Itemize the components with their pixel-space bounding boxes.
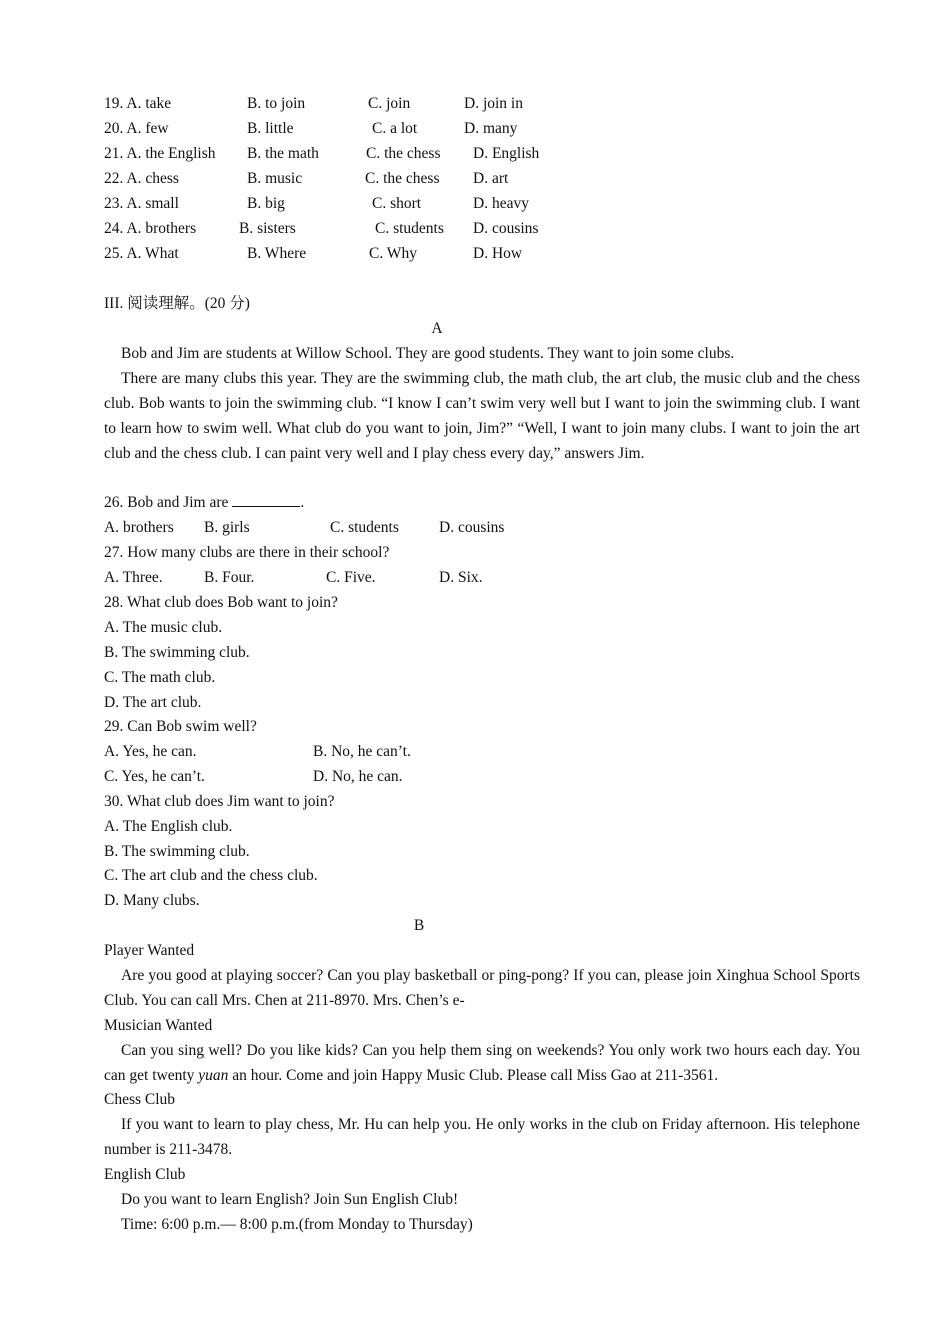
mc-option-a: 24. A. brothers xyxy=(104,220,197,237)
mc-option-a: 22. A. chess xyxy=(104,170,179,187)
mc-option-c: C. the chess xyxy=(365,170,440,187)
option-b: B. The swimming club. xyxy=(104,644,250,661)
option-a: A. Three. xyxy=(104,569,163,586)
mc-row-19 xyxy=(104,91,864,116)
option-b: B. girls xyxy=(204,519,250,536)
passage-a-label: A xyxy=(431,320,443,337)
question-27-options xyxy=(104,565,864,590)
ad-player-text: Are you good at playing soccer? Can you play basketball or ping-pong? If you can, please join Xinghua School Sports Club. You can call Mrs. Chen at 211-8970. Mrs. Chen’s e- xyxy=(104,967,860,1009)
mc-option-b: B. Where xyxy=(247,245,307,262)
mc-option-b: B. music xyxy=(247,170,303,187)
option-b: B. The swimming club. xyxy=(104,843,250,860)
ad-heading-player: Player Wanted xyxy=(104,942,195,959)
mc-option-c: C. short xyxy=(372,195,422,212)
mc-option-a: 23. A. small xyxy=(104,195,179,212)
ad-heading-english: English Club xyxy=(104,1166,186,1183)
mc-row-23 xyxy=(104,191,864,216)
option-c: C. The art club and the chess club. xyxy=(104,867,318,884)
mc-option-c: C. students xyxy=(375,220,444,237)
mc-option-a: 19. A. take xyxy=(104,95,172,112)
question-26-options xyxy=(104,515,864,540)
mc-option-d: D. cousins xyxy=(473,220,539,237)
mc-row-24 xyxy=(104,216,864,241)
passage-a-paragraph-1: Bob and Jim are students at Willow School. They are good students. They want to join some clubs. xyxy=(121,345,735,362)
ad-chess-text: If you want to learn to play chess, Mr. Hu can help you. He only works in the club on Friday afternoon. His telephone number is 211-3478. xyxy=(104,1116,860,1158)
ad-musician-text: Can you sing well? Do you like kids? Can you help them sing on weekends? You only work two hours each day. You can get twenty yuan an hour. Come and join Happy Music Club. Please call Miss Gao at 211-3561. xyxy=(104,1042,860,1084)
answer-blank xyxy=(232,492,300,507)
question-29-options-cd xyxy=(104,764,864,789)
mc-option-a: 20. A. few xyxy=(104,120,169,137)
question-27: 27. How many clubs are there in their school? xyxy=(104,544,390,561)
question-30: 30. What club does Jim want to join? xyxy=(104,793,335,810)
option-b: B. Four. xyxy=(204,569,255,586)
option-c: C. Yes, he can’t. xyxy=(104,768,205,785)
mc-option-a: 25. A. What xyxy=(104,245,179,262)
mc-option-c: C. the chess xyxy=(366,145,441,162)
italic-yuan: yuan xyxy=(198,1067,229,1084)
passage-a-paragraph-2: There are many clubs this year. They are the swimming club, the math club, the art club, the music club and the chess club. Bob wants to join the swimming club. “I know I can’t swim very well but I want to join the swimming club. I want to learn how to swim well. What club do you want to join, Jim?” “Well, I want to join many clubs. I want to join the art club and the chess club. I can paint very well and I play chess every day,” answers Jim. xyxy=(104,370,860,462)
question-26 xyxy=(104,490,860,515)
option-d: D. Many clubs. xyxy=(104,892,200,909)
option-d: D. No, he can. xyxy=(313,768,403,785)
question-28: 28. What club does Bob want to join? xyxy=(104,594,338,611)
option-c: C. students xyxy=(330,519,399,536)
mc-option-b: B. little xyxy=(247,120,294,137)
mc-option-b: B. sisters xyxy=(239,220,296,237)
mc-row-22 xyxy=(104,166,864,191)
option-a: A. The music club. xyxy=(104,619,223,636)
mc-row-20 xyxy=(104,116,864,141)
mc-option-d: D. English xyxy=(473,145,540,162)
option-a: A. brothers xyxy=(104,519,174,536)
ad-english-time: Time: 6:00 p.m.— 8:00 p.m.(from Monday to Thursday) xyxy=(121,1216,473,1233)
mc-option-d: D. How xyxy=(473,245,523,262)
mc-option-d: D. heavy xyxy=(473,195,529,212)
option-c: C. Five. xyxy=(326,569,376,586)
mc-row-21 xyxy=(104,141,864,166)
question-29: 29. Can Bob swim well? xyxy=(104,718,257,735)
ad-english-text: Do you want to learn English? Join Sun English Club! xyxy=(121,1191,459,1208)
question-stem: 26. Bob and Jim are xyxy=(104,494,229,511)
option-d: D. The art club. xyxy=(104,694,202,711)
option-b: B. No, he can’t. xyxy=(313,743,411,760)
ad-heading-chess: Chess Club xyxy=(104,1091,176,1108)
mc-option-c: C. a lot xyxy=(372,120,418,137)
option-d: D. cousins xyxy=(439,519,505,536)
ad-heading-musician: Musician Wanted xyxy=(104,1017,213,1034)
passage-b-label: B xyxy=(413,917,425,934)
question-29-options-ab xyxy=(104,739,864,764)
mc-option-b: B. big xyxy=(247,195,285,212)
mc-option-a: 21. A. the English xyxy=(104,145,216,162)
mc-row-25 xyxy=(104,241,864,266)
mc-option-d: D. art xyxy=(473,170,509,187)
mc-option-b: B. the math xyxy=(247,145,319,162)
section-title: III. 阅读理解。(20 分) xyxy=(104,295,250,312)
mc-option-d: D. many xyxy=(464,120,518,137)
mc-option-d: D. join in xyxy=(464,95,523,112)
option-a: A. Yes, he can. xyxy=(104,743,197,760)
mc-option-c: C. join xyxy=(368,95,411,112)
option-c: C. The math club. xyxy=(104,669,216,686)
question-stem-end: . xyxy=(300,494,305,511)
mc-option-b: B. to join xyxy=(247,95,306,112)
option-d: D. Six. xyxy=(439,569,483,586)
option-a: A. The English club. xyxy=(104,818,233,835)
mc-option-c: C. Why xyxy=(369,245,417,262)
